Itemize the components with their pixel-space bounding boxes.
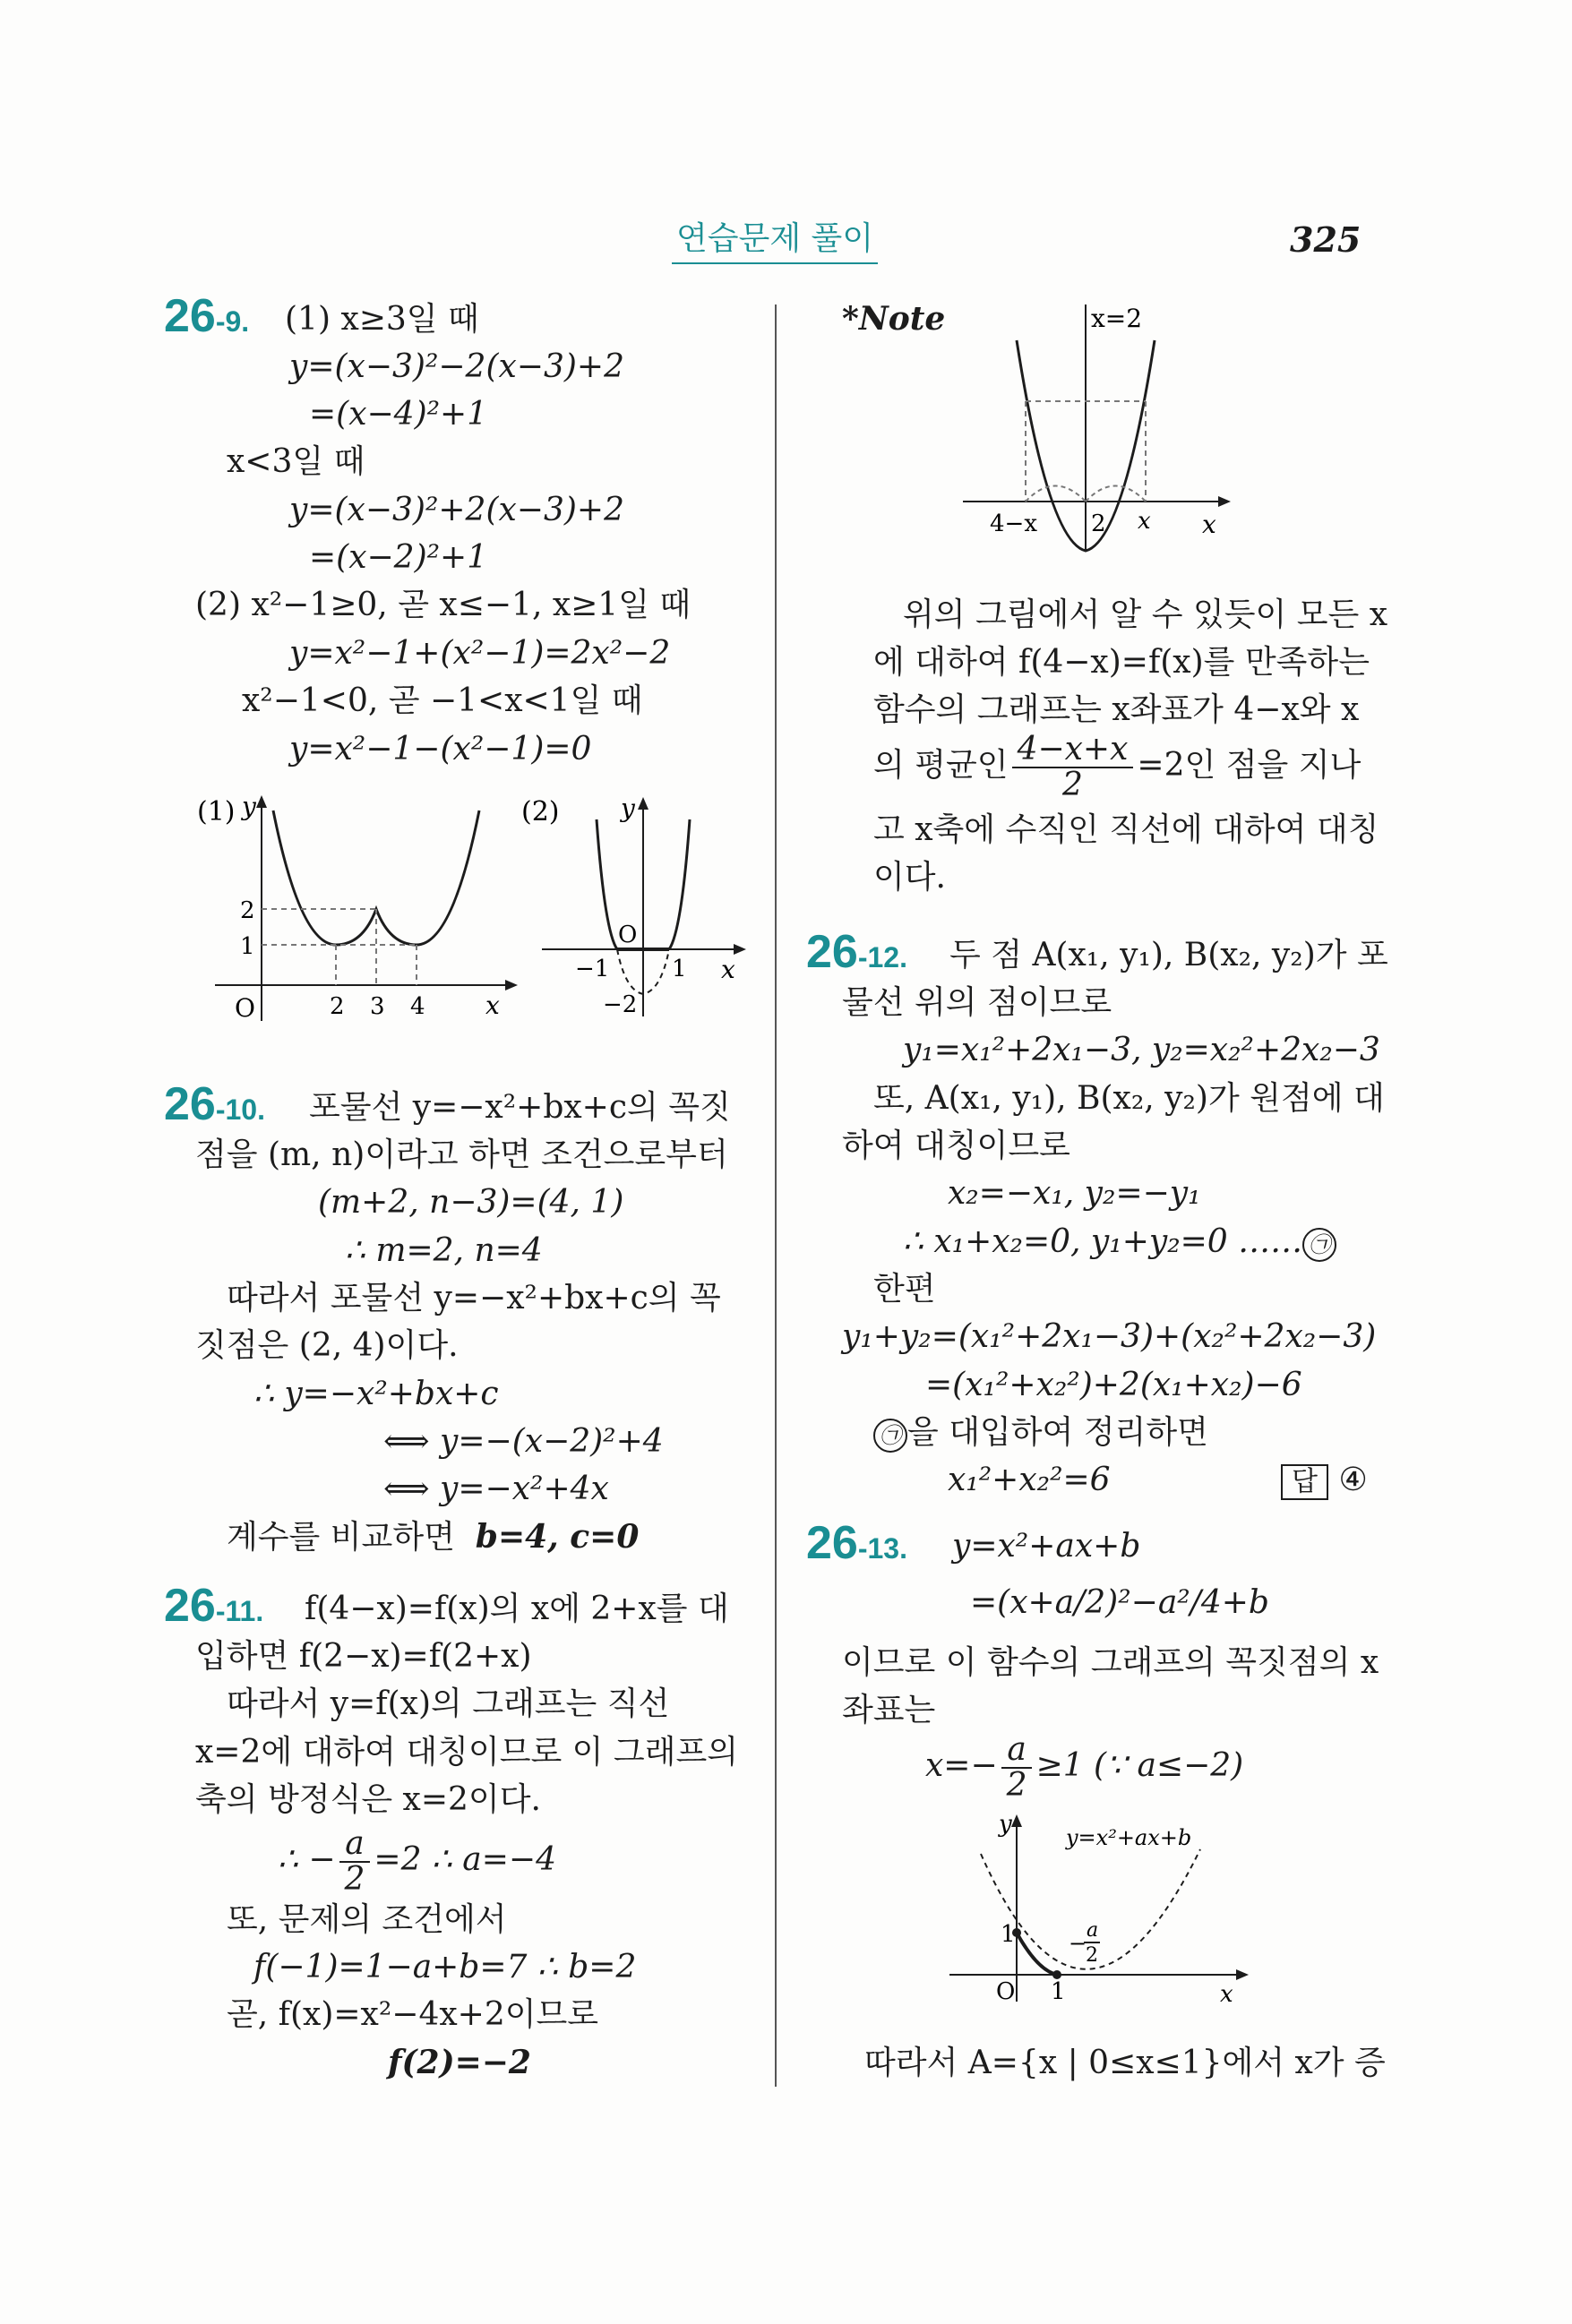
p11-fraction <box>339 1827 371 1897</box>
note-graph <box>949 291 1245 578</box>
answer-value: ④ <box>1338 1462 1368 1498</box>
p9-line-5: y=(x−3)²+2(x−3)+2 <box>289 492 624 528</box>
p10-compare-label: 계수를 비교하면 <box>227 1519 455 1556</box>
graph-1-y-arrow <box>256 795 267 808</box>
note-line-2: 에 대하여 f(4−x)=f(x)를 만족하는 <box>873 644 1370 681</box>
p12-line-10: =(x₁²+x₂²)+2(x₁+x₂)−6 <box>925 1367 1302 1403</box>
p13-vertex-x: x=− <box>925 1746 998 1784</box>
p13-parabola-solid <box>1017 1933 1057 1975</box>
note-line-3: 함수의 그래프는 x좌표가 4−x와 x <box>873 691 1360 728</box>
p10-line-6: 짓점은 (2, 4)이다. <box>195 1327 459 1364</box>
p10-line-8: ⟺ y=−(x−2)²+4 <box>383 1423 664 1460</box>
problem-sub: -10. <box>215 1093 265 1126</box>
p10-line-1: 포물선 y=−x²+bx+c의 꼭짓 <box>309 1089 731 1126</box>
problem-26-10-id <box>164 1076 265 1132</box>
graph-2-curve-right <box>669 819 690 949</box>
note-arc-right <box>1086 486 1146 502</box>
p9-line-1: (1) x≥3일 때 <box>285 301 479 338</box>
p12-line-3: y₁=x₁²+2x₁−3, y₂=x₂²+2x₂−3 <box>903 1032 1380 1068</box>
graph-2-origin: O <box>618 922 638 948</box>
problem-26-13-id <box>806 1515 907 1571</box>
p12-line-7 <box>903 1222 1336 1262</box>
p11-line-6 <box>278 1827 556 1897</box>
p12-line-1: 두 점 A(x₁, y₁), B(x₂, y₂)가 포 <box>949 937 1388 973</box>
p9-line-9: x²−1<0, 곧 −1<x<1일 때 <box>242 682 643 719</box>
p12-answer <box>1281 1461 1368 1500</box>
graph-1-x-label: x <box>485 990 500 1020</box>
p13-origin: O <box>996 1978 1016 2005</box>
p12-line-5: 하여 대칭이므로 <box>842 1128 1070 1164</box>
p11-frac-num: a <box>339 1827 369 1863</box>
section-title-underline <box>672 262 878 264</box>
problem-26-11-id <box>164 1578 263 1634</box>
p11-result: =2 ∴ a=−4 <box>374 1840 556 1878</box>
note-x-label: x <box>1202 510 1216 539</box>
problem-number: 26 <box>164 1078 216 1130</box>
column-divider <box>775 304 777 2087</box>
note-frac-num: 4−x+x <box>1012 733 1134 768</box>
graph-1-tick-y1: 1 <box>240 933 255 960</box>
problem-number: 26 <box>164 1580 216 1632</box>
graph-1-tick-y2: 2 <box>240 897 255 924</box>
p12-line-11 <box>873 1413 1208 1453</box>
answer-box: 답 <box>1281 1464 1328 1500</box>
p13-y-label: y <box>999 1811 1012 1838</box>
graph-1-label: (1) <box>197 796 236 828</box>
p9-line-10: y=x²−1−(x²−1)=0 <box>289 731 592 768</box>
p11-line-5: 축의 방정식은 x=2이다. <box>195 1781 541 1818</box>
p13-tick-x1: 1 <box>1051 1978 1066 2005</box>
p10-line-2: 점을 (m, n)이라고 하면 조건으로부터 <box>195 1136 728 1173</box>
p13-fraction <box>1001 1733 1033 1803</box>
note-x-arrow <box>1218 496 1231 507</box>
problem-sub: -9. <box>215 305 250 338</box>
graph-1-tick-x2: 2 <box>330 993 345 1020</box>
p11-line-4: x=2에 대하여 대칭이므로 이 그래프의 <box>195 1734 739 1771</box>
graph-2-x-arrow <box>734 944 746 955</box>
p13-line-3: 이므로 이 함수의 그래프의 꼭짓점의 x <box>842 1644 1379 1681</box>
section-title: 연습문제 풀이 <box>676 220 874 257</box>
note-tick-right: x <box>1138 508 1151 535</box>
graph-1 <box>188 788 520 1030</box>
note-mean-result: =2인 점을 지나 <box>1137 746 1362 784</box>
problem-number: 26 <box>806 1517 858 1569</box>
problem-number: 26 <box>806 926 858 978</box>
p13-line-2: =(x+a/2)²−a²/4+b <box>970 1584 1269 1621</box>
note-line-7: 이다. <box>873 859 946 896</box>
p10-line-3: (m+2, n−3)=(4, 1) <box>318 1184 624 1221</box>
note-tick-left: 4−x <box>990 510 1037 537</box>
p12-line-12: x₁²+x₂²=6 <box>948 1462 1111 1498</box>
note-arc-left <box>1026 486 1086 502</box>
p11-line-8: f(−1)=1−a+b=7 ∴ b=2 <box>253 1949 637 1985</box>
p12-sum-zero: ∴ x₁+x₂=0, y₁+y₂=0 …… <box>903 1223 1303 1260</box>
note-line-6: 고 x축에 수직인 직선에 대하여 대칭 <box>873 811 1379 848</box>
p13-x-arrow <box>1236 1969 1249 1980</box>
graph-1-y-label: y <box>242 792 256 821</box>
graph-2-label: (2) <box>521 796 560 828</box>
graph-1-tick-x3: 3 <box>370 993 385 1020</box>
p13-line-7: 따라서 A={x | 0≤x≤1}에서 x가 증 <box>864 2045 1386 2081</box>
p10-line-7: ∴ y=−x²+bx+c <box>253 1376 499 1412</box>
p10-line-10 <box>227 1518 639 1556</box>
p13-vertex-sign: − <box>1069 1931 1087 1956</box>
p10-line-5: 따라서 포물선 y=−x²+bx+c의 꼭 <box>227 1280 721 1316</box>
note-tick-center: 2 <box>1091 510 1106 537</box>
p13-graph <box>941 1800 1263 2015</box>
p9-line-7: (2) x²−1≥0, 곧 x≤−1, x≥1일 때 <box>195 587 692 623</box>
p13-line-4: 좌표는 <box>842 1692 936 1728</box>
graph-2-x-label: x <box>721 955 735 984</box>
p12-line-8: 한편 <box>873 1271 936 1308</box>
graph-2-y-arrow <box>638 797 649 810</box>
p13-vertex-num: a <box>1087 1919 1099 1942</box>
graph-1-curve <box>273 810 479 945</box>
p12-line-6: x₂=−x₁, y₂=−y₁ <box>948 1175 1201 1212</box>
problem-sub: -11. <box>215 1595 264 1627</box>
graph-1-tick-x4: 4 <box>410 993 425 1020</box>
p13-x-label: x <box>1220 1981 1233 2008</box>
problem-26-9-id <box>164 288 249 344</box>
note-mean-text: 의 평균인 <box>873 746 1009 784</box>
page-number: 325 <box>1290 219 1362 260</box>
p11-line-2: 입하면 f(2−x)=f(2+x) <box>195 1638 532 1675</box>
p11-therefore: ∴ − <box>278 1840 336 1878</box>
p11-line-7: 또, 문제의 조건에서 <box>227 1901 507 1938</box>
p9-line-6: =(x−2)²+1 <box>309 539 488 576</box>
graph-2-tick-1: 1 <box>672 956 687 982</box>
p13-equation: y=x²+ax+b <box>1066 1825 1192 1850</box>
p11-line-3: 따라서 y=f(x)의 그래프는 직선 <box>227 1685 670 1722</box>
p11-frac-den: 2 <box>344 1860 365 1898</box>
graph-2 <box>520 788 752 1030</box>
problem-number: 26 <box>164 290 216 342</box>
p10-line-4: ∴ m=2, n=4 <box>345 1232 543 1269</box>
p13-line-1: y=x²+ax+b <box>952 1528 1141 1565</box>
p10-line-9: ⟺ y=−x²+4x <box>383 1471 609 1507</box>
p9-line-2: y=(x−3)²−2(x−3)+2 <box>289 348 624 385</box>
note-frac-den: 2 <box>1062 766 1083 803</box>
p12-line-2: 물선 위의 점이므로 <box>842 984 1112 1021</box>
note-axis-label: x=2 <box>1091 304 1143 333</box>
p12-substitute: 을 대입하여 정리하면 <box>907 1414 1208 1451</box>
p9-line-8: y=x²−1+(x²−1)=2x²−2 <box>289 635 671 672</box>
p11-line-1: f(4−x)=f(x)의 x에 2+x를 대 <box>305 1591 729 1627</box>
p12-mark-a-ref: ㉠ <box>873 1419 907 1453</box>
note-label: *Note <box>842 300 946 338</box>
p11-line-9: 곧, f(x)=x²−4x+2이므로 <box>227 1996 599 2033</box>
p11-answer: f(2)=−2 <box>388 2044 531 2081</box>
p9-line-4: x<3일 때 <box>227 443 365 480</box>
p13-frac-den: 2 <box>1006 1766 1027 1804</box>
graph-1-x-arrow <box>505 980 518 990</box>
problem-sub: -12. <box>857 941 907 973</box>
graph-2-y-label: y <box>621 793 635 823</box>
note-fraction <box>1012 733 1134 802</box>
p12-mark-a: ㉠ <box>1302 1228 1336 1262</box>
graph-2-tick-neg2: −2 <box>603 991 638 1018</box>
graph-2-curve-left <box>597 819 617 949</box>
p9-line-3: =(x−4)²+1 <box>309 396 488 433</box>
problem-sub: -13. <box>857 1532 907 1565</box>
p12-line-4: 또, A(x₁, y₁), B(x₂, y₂)가 원점에 대 <box>873 1080 1385 1117</box>
note-line-1: 위의 그림에서 알 수 있듯이 모든 x <box>903 596 1388 633</box>
p13-frac-num: a <box>1001 1733 1031 1769</box>
note-line-4 <box>873 733 1361 802</box>
p13-y-arrow <box>1011 1814 1022 1827</box>
p12-line-9: y₁+y₂=(x₁²+2x₁−3)+(x₂²+2x₂−3) <box>842 1318 1377 1355</box>
graph-1-origin: O <box>235 993 255 1023</box>
p13-tick-y1: 1 <box>1001 1921 1016 1948</box>
p10-answer: b=4, c=0 <box>475 1518 640 1556</box>
problem-26-12-id <box>806 924 907 980</box>
graph-2-tick-neg1: −1 <box>575 956 610 982</box>
p13-vertex-den: 2 <box>1086 1944 1098 1967</box>
p13-inequality: ≥1 (∵ a≤−2) <box>1035 1746 1244 1784</box>
p13-line-5 <box>925 1733 1243 1803</box>
